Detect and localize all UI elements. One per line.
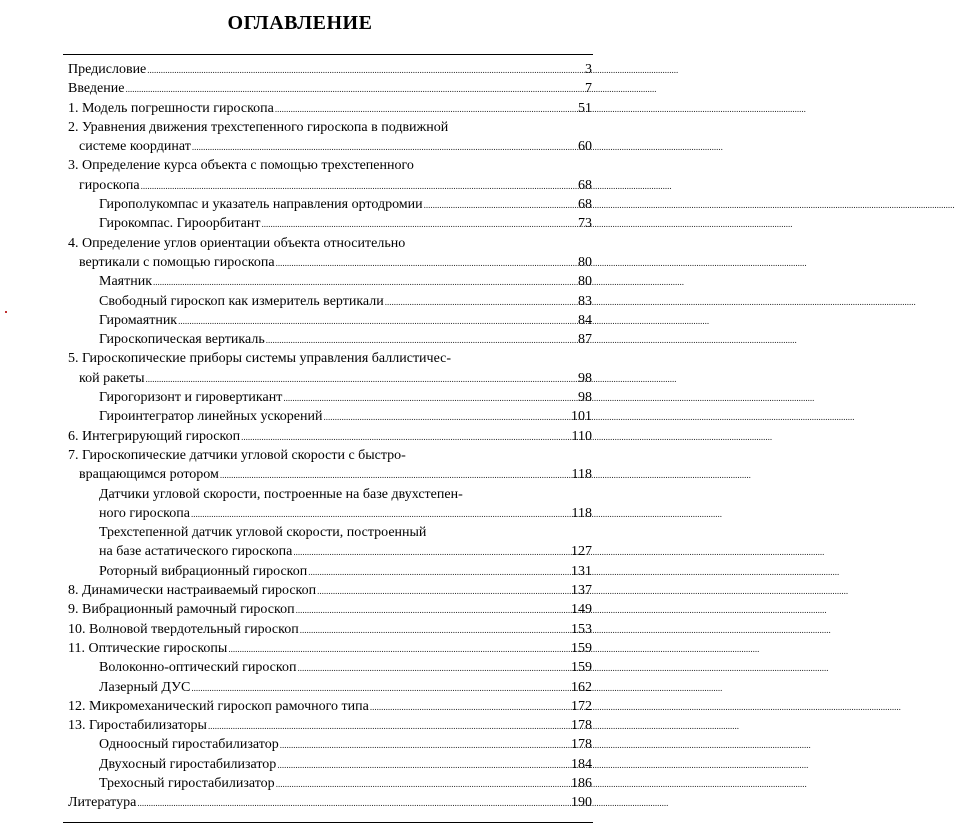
toc-entry-page: 83 bbox=[578, 293, 592, 309]
toc-entry-text: Лазерный ДУС bbox=[99, 679, 191, 695]
toc-entry-chapter-3[interactable] bbox=[68, 156, 592, 175]
toc-entry-page: 80 bbox=[578, 254, 592, 270]
toc-entry-text: 7. Гироскопические датчики угловой скорости с быстро- bbox=[68, 447, 406, 463]
toc-entry-page: 149 bbox=[571, 602, 592, 618]
toc-entry-preface[interactable] bbox=[68, 60, 592, 79]
toc-entry-text: 13. Гиростабилизаторы bbox=[68, 718, 207, 734]
toc-entry-page: 153 bbox=[571, 621, 592, 637]
toc-subentry[interactable] bbox=[68, 330, 592, 349]
toc-entry-text: 3. Определение курса объекта с помощью трехстепенного bbox=[68, 158, 414, 174]
toc-entry-text: гироскопа bbox=[79, 177, 140, 193]
toc-entry-chapter-3-cont[interactable] bbox=[68, 176, 592, 195]
toc-entry-text: 4. Определение углов ориентации объекта относительно bbox=[68, 235, 406, 251]
toc-entry-text: Свободный гироскоп как измеритель вертикали bbox=[99, 293, 384, 309]
toc-entry-text: Трехстепенной датчик угловой скорости, построенный bbox=[99, 525, 427, 541]
toc-entry-text: 1. Модель погрешности гироскопа bbox=[68, 100, 274, 116]
toc-entry-page: 80 bbox=[578, 274, 592, 290]
toc-entry-text: Введение bbox=[68, 81, 125, 97]
toc-entry-text: кой ракеты bbox=[79, 370, 145, 386]
toc-entry-page: 51 bbox=[578, 100, 592, 116]
toc-entry-page: 137 bbox=[571, 583, 592, 599]
toc-entry-page: 131 bbox=[571, 563, 592, 579]
toc-entry-chapter-10[interactable] bbox=[68, 620, 592, 639]
toc-entry-chapter-1[interactable] bbox=[68, 99, 592, 118]
toc-entry-page: 178 bbox=[571, 718, 592, 734]
toc-entry-text: Одноосный гиростабилизатор bbox=[99, 737, 279, 753]
bottom-rule bbox=[63, 822, 593, 823]
toc-entry-page: 190 bbox=[571, 795, 592, 811]
toc-entry-text: Двухосный гиростабилизатор bbox=[99, 756, 277, 772]
page-title: ОГЛАВЛЕНИЕ bbox=[227, 12, 373, 34]
toc-entry-chapter-5-cont[interactable] bbox=[68, 369, 592, 388]
toc-entry-text: Датчики угловой скорости, построенные на базе двухстепен- bbox=[99, 486, 463, 502]
toc-entry-text: вертикали с помощью гироскопа bbox=[79, 254, 275, 270]
toc-entry-text: Гироскопическая вертикаль bbox=[99, 332, 265, 348]
toc-entry-text: 5. Гироскопические приборы системы управления баллистичес- bbox=[68, 351, 452, 367]
toc-entry-chapter-13[interactable] bbox=[68, 716, 592, 735]
toc-entry-text: 9. Вибрационный рамочный гироскоп bbox=[68, 602, 295, 618]
toc-entry-page: 98 bbox=[578, 390, 592, 406]
toc-subentry[interactable] bbox=[68, 678, 592, 697]
toc-subentry[interactable] bbox=[68, 272, 592, 291]
toc-subentry-cont[interactable] bbox=[68, 504, 592, 523]
toc-subentry[interactable] bbox=[68, 523, 592, 542]
toc-entry-page: 87 bbox=[578, 332, 592, 348]
toc-entry-text: 12. Микромеханический гироскоп рамочного типа bbox=[68, 698, 369, 714]
toc-entry-page: 3 bbox=[585, 62, 592, 77]
toc-subentry[interactable] bbox=[68, 407, 592, 426]
toc-entry-page: 162 bbox=[571, 679, 592, 695]
toc-entry-chapter-4-cont[interactable] bbox=[68, 253, 592, 272]
toc-entry-text: Гиромаятник bbox=[99, 312, 178, 328]
toc-entry-page: 159 bbox=[571, 660, 592, 676]
toc-subentry[interactable] bbox=[68, 311, 592, 330]
toc-entry-text: Предисловие bbox=[68, 62, 147, 77]
toc-subentry[interactable] bbox=[68, 774, 592, 793]
toc-entry-chapter-7-cont[interactable] bbox=[68, 465, 592, 484]
toc-entry-chapter-11[interactable] bbox=[68, 639, 592, 658]
toc-entry-text: Гирогоризонт и гировертикант bbox=[99, 390, 283, 406]
toc-entry-text: системе координат bbox=[79, 139, 191, 155]
toc-subentry[interactable] bbox=[68, 292, 592, 311]
margin-mark bbox=[5, 311, 7, 313]
toc-entry-page: 68 bbox=[578, 177, 592, 193]
toc-entry-text: на базе астатического гироскопа bbox=[99, 544, 293, 560]
toc-entry-chapter-5[interactable] bbox=[68, 349, 592, 368]
toc-entry-page: 110 bbox=[571, 428, 592, 444]
toc-entry-text: Маятник bbox=[99, 274, 153, 290]
toc-entry-text: Роторный вибрационный гироскоп bbox=[99, 563, 308, 579]
toc-entry-page: 127 bbox=[571, 544, 592, 560]
toc-entry-chapter-2-cont[interactable] bbox=[68, 137, 592, 156]
toc-subentry[interactable] bbox=[68, 658, 592, 677]
toc-entry-text: 2. Уравнения движения трехстепенного гироскопа в подвижной bbox=[68, 119, 449, 135]
toc-entry-chapter-9[interactable] bbox=[68, 600, 592, 619]
top-rule bbox=[63, 54, 593, 55]
table-of-contents bbox=[68, 60, 592, 813]
toc-entry-page: 101 bbox=[571, 409, 592, 425]
toc-entry-page: 172 bbox=[571, 698, 592, 714]
toc-entry-page: 68 bbox=[578, 197, 592, 213]
toc-subentry[interactable] bbox=[68, 388, 592, 407]
toc-subentry[interactable] bbox=[68, 214, 592, 233]
toc-entry-page: 186 bbox=[571, 775, 592, 791]
toc-entry-text: 11. Оптические гироскопы bbox=[68, 640, 228, 656]
toc-entry-introduction[interactable] bbox=[68, 79, 592, 98]
toc-entry-page: 178 bbox=[571, 737, 592, 753]
toc-entry-page: 84 bbox=[578, 312, 592, 328]
toc-entry-page: 7 bbox=[585, 81, 592, 97]
toc-entry-text: 6. Интегрирующий гироскоп bbox=[68, 428, 241, 444]
toc-subentry[interactable] bbox=[68, 562, 592, 581]
toc-entry-page: 98 bbox=[578, 370, 592, 386]
toc-entry-page: 73 bbox=[578, 216, 592, 232]
toc-entry-chapter-8[interactable] bbox=[68, 581, 592, 600]
toc-entry-chapter-4[interactable] bbox=[68, 234, 592, 253]
toc-subentry[interactable] bbox=[68, 485, 592, 504]
toc-entry-text: Гирополукомпас и указатель направления ортодромии bbox=[99, 197, 423, 213]
toc-entry-page: 184 bbox=[571, 756, 592, 772]
toc-entry-text: Гироинтегратор линейных ускорений bbox=[99, 409, 323, 425]
toc-subentry-cont[interactable] bbox=[68, 542, 592, 561]
toc-entry-text: вращающимся ротором bbox=[79, 467, 219, 483]
toc-entry-text: Волоконно-оптический гироскоп bbox=[99, 660, 297, 676]
toc-subentry[interactable] bbox=[68, 755, 592, 774]
toc-entry-bibliography[interactable] bbox=[68, 793, 592, 812]
toc-entry-text: Трехосный гиростабилизатор bbox=[99, 775, 275, 791]
toc-entry-chapter-12[interactable] bbox=[68, 697, 592, 716]
toc-entry-text: ного гироскопа bbox=[99, 505, 190, 521]
toc-entry-page: 118 bbox=[571, 467, 592, 483]
toc-entry-chapter-2[interactable] bbox=[68, 118, 592, 137]
toc-entry-text: 10. Волновой твердотельный гироскоп bbox=[68, 621, 299, 637]
toc-entry-text: Литература bbox=[68, 795, 137, 811]
toc-subentry[interactable] bbox=[68, 195, 592, 214]
toc-entry-chapter-6[interactable] bbox=[68, 427, 592, 446]
toc-entry-page: 159 bbox=[571, 640, 592, 656]
toc-entry-page: 60 bbox=[578, 139, 592, 155]
toc-subentry[interactable] bbox=[68, 735, 592, 754]
toc-entry-text: Гирокомпас. Гироорбитант bbox=[99, 216, 261, 232]
toc-entry-text: 8. Динамически настраиваемый гироскоп bbox=[68, 583, 317, 599]
toc-entry-page: 118 bbox=[571, 505, 592, 521]
toc-entry-chapter-7[interactable] bbox=[68, 446, 592, 465]
